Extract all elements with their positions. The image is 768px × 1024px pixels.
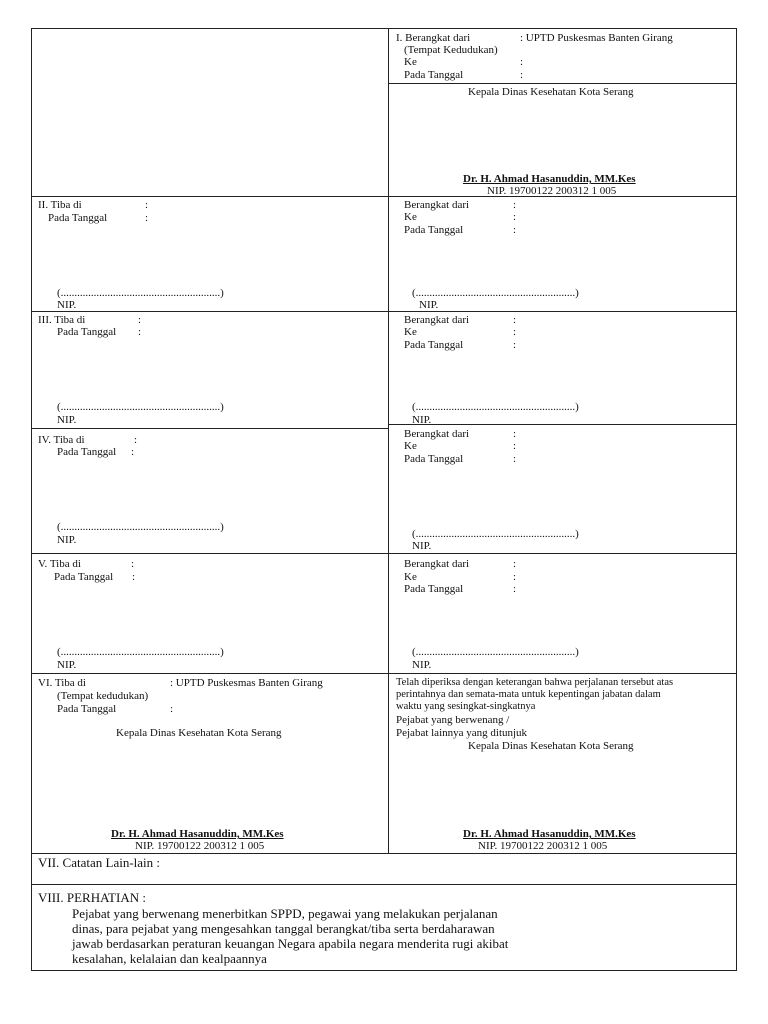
s4-right-nip: NIP. [412, 540, 432, 552]
s4-right-pada-colon: : [513, 453, 517, 465]
s2-tiba-di: II. Tiba di [38, 199, 82, 211]
s8-line4: kesalahan, kelalaian dan kealpaannya [72, 951, 267, 966]
s2-right-signature: (..........................................................) [412, 287, 579, 299]
s5-ke-colon: : [513, 571, 517, 583]
s5-right-pada-colon: : [513, 583, 517, 595]
s3-left-nip: NIP. [57, 414, 77, 426]
border-bottom [31, 970, 737, 971]
s8-line2: dinas, para pejabat yang mengesahkan tanggal berangkat/tiba serta berdaharawan [72, 921, 495, 936]
s1-pada-tanggal-label: Pada Tanggal [404, 69, 464, 81]
s5-right-nip: NIP. [412, 659, 432, 671]
s4-berangkat-dari: Berangkat dari [404, 428, 470, 440]
s3-right-signature: (..........................................................) [412, 401, 579, 413]
s3-berangkat-dari: Berangkat dari [404, 314, 470, 326]
s5-tiba-colon: : [131, 558, 135, 570]
divider-row3-right [388, 424, 737, 425]
divider-row2 [31, 311, 737, 312]
s4-left-nip: NIP. [57, 534, 77, 546]
s8-perhatian-label: VIII. PERHATIAN : [38, 890, 146, 905]
s5-left-signature: (..........................................................) [57, 646, 224, 658]
divider-row7 [31, 884, 737, 885]
s6-pejabat-line2: Pejabat lainnya yang ditunjuk [396, 727, 528, 739]
s3-pada-colon: : [138, 326, 142, 338]
s5-berangkat-colon: : [513, 558, 517, 570]
s5-pada-tanggal: Pada Tanggal [54, 571, 114, 583]
s4-berangkat-colon: : [513, 428, 517, 440]
s6-statement-line2: perintahnya dan semata-mata untuk kepentingan jabatan dalam [396, 689, 661, 700]
s2-berangkat-dari: Berangkat dari [404, 199, 470, 211]
s4-pada-tanggal: Pada Tanggal [57, 446, 117, 458]
s2-pada-tanggal: Pada Tanggal [48, 212, 108, 224]
s1-signatory-nip: NIP. 19700122 200312 1 005 [487, 185, 617, 197]
s2-berangkat-colon: : [513, 199, 517, 211]
s4-ke: Ke [404, 440, 417, 452]
s4-right-pada-tanggal: Pada Tanggal [404, 453, 464, 465]
s6-signatory-title: Kepala Dinas Kesehatan Kota Serang [116, 727, 282, 739]
s6-tempat-kedudukan: (Tempat kedudukan) [57, 690, 149, 702]
s2-ke-colon: : [513, 211, 517, 223]
s2-left-nip: NIP. [57, 299, 77, 311]
s8-line1: Pejabat yang berwenang menerbitkan SPPD, pegawai yang melakukan perjalanan [72, 906, 498, 921]
s1-signatory-name: Dr. H. Ahmad Hasanuddin, MM.Kes [463, 173, 636, 185]
s3-tiba-colon: : [138, 314, 142, 326]
s4-right-signature: (..........................................................) [412, 528, 579, 540]
s1-tempat-kedudukan: (Tempat Kedudukan) [404, 44, 498, 56]
s1-ke-label: Ke [404, 56, 417, 68]
border-right [736, 28, 737, 971]
s5-ke: Ke [404, 571, 417, 583]
column-divider [388, 28, 389, 853]
s1-ke-colon: : [520, 56, 524, 68]
s2-pada-colon: : [145, 212, 149, 224]
s5-right-pada-tanggal: Pada Tanggal [404, 583, 464, 595]
s6-pada-tanggal: Pada Tanggal [57, 703, 117, 715]
s6-tiba-value: : UPTD Puskesmas Banten Girang [170, 677, 323, 689]
s3-ke-colon: : [513, 326, 517, 338]
border-top [31, 28, 737, 29]
s5-tiba-di: V. Tiba di [38, 558, 81, 570]
s2-right-pada-tanggal: Pada Tanggal [404, 224, 464, 236]
s4-pada-colon: : [131, 446, 135, 458]
s6-right-name: Dr. H. Ahmad Hasanuddin, MM.Kes [463, 828, 636, 840]
s3-tiba-di: III. Tiba di [38, 314, 86, 326]
s1-berangkat-dari-label: I. Berangkat dari [396, 32, 471, 44]
s2-right-pada-colon: : [513, 224, 517, 236]
s5-right-signature: (..........................................................) [412, 646, 579, 658]
s6-tiba-di: VI. Tiba di [38, 677, 86, 689]
s2-right-nip: NIP. [419, 299, 439, 311]
border-left [31, 28, 32, 971]
divider-row4 [31, 553, 737, 554]
s4-ke-colon: : [513, 440, 517, 452]
s8-line3: jawab berdasarkan peraturan keuangan Negara apabila negara menderita rugi akibat [72, 936, 509, 951]
s3-right-nip: NIP. [412, 414, 432, 426]
s1-pada-tanggal-colon: : [520, 69, 524, 81]
s6-signatory-name: Dr. H. Ahmad Hasanuddin, MM.Kes [111, 828, 284, 840]
s6-right-nip: NIP. 19700122 200312 1 005 [478, 840, 608, 852]
divider-row3-left [31, 428, 389, 429]
s4-left-signature: (..........................................................) [57, 521, 224, 533]
s3-ke: Ke [404, 326, 417, 338]
s6-pejabat-line1: Pejabat yang berwenang / [396, 714, 510, 726]
s4-tiba-colon: : [134, 434, 138, 446]
divider-s1-inner [388, 83, 737, 84]
s6-pada-colon: : [170, 703, 174, 715]
s6-right-title: Kepala Dinas Kesehatan Kota Serang [468, 740, 634, 752]
s5-pada-colon: : [132, 571, 136, 583]
s2-ke: Ke [404, 211, 417, 223]
s3-pada-tanggal: Pada Tanggal [57, 326, 117, 338]
divider-row6 [31, 853, 737, 854]
s5-left-nip: NIP. [57, 659, 77, 671]
s4-tiba-di: IV. Tiba di [38, 434, 85, 446]
s6-statement-line1: Telah diperiksa dengan keterangan bahwa perjalanan tersebut atas [396, 677, 674, 688]
divider-row1 [31, 196, 737, 197]
s1-signatory-title: Kepala Dinas Kesehatan Kota Serang [468, 86, 634, 98]
s6-statement-line3: waktu yang sesingkat-singkatnya [396, 701, 536, 712]
s3-right-pada-tanggal: Pada Tanggal [404, 339, 464, 351]
s5-berangkat-dari: Berangkat dari [404, 558, 470, 570]
s3-berangkat-colon: : [513, 314, 517, 326]
s7-catatan-label: VII. Catatan Lain-lain : [38, 855, 161, 870]
divider-row5 [31, 673, 737, 674]
s6-signatory-nip: NIP. 19700122 200312 1 005 [135, 840, 265, 852]
s1-berangkat-dari-value: : UPTD Puskesmas Banten Girang [520, 32, 673, 44]
s3-left-signature: (..........................................................) [57, 401, 224, 413]
s2-tiba-colon: : [145, 199, 149, 211]
s2-left-signature: (..........................................................) [57, 287, 224, 299]
s3-right-pada-colon: : [513, 339, 517, 351]
